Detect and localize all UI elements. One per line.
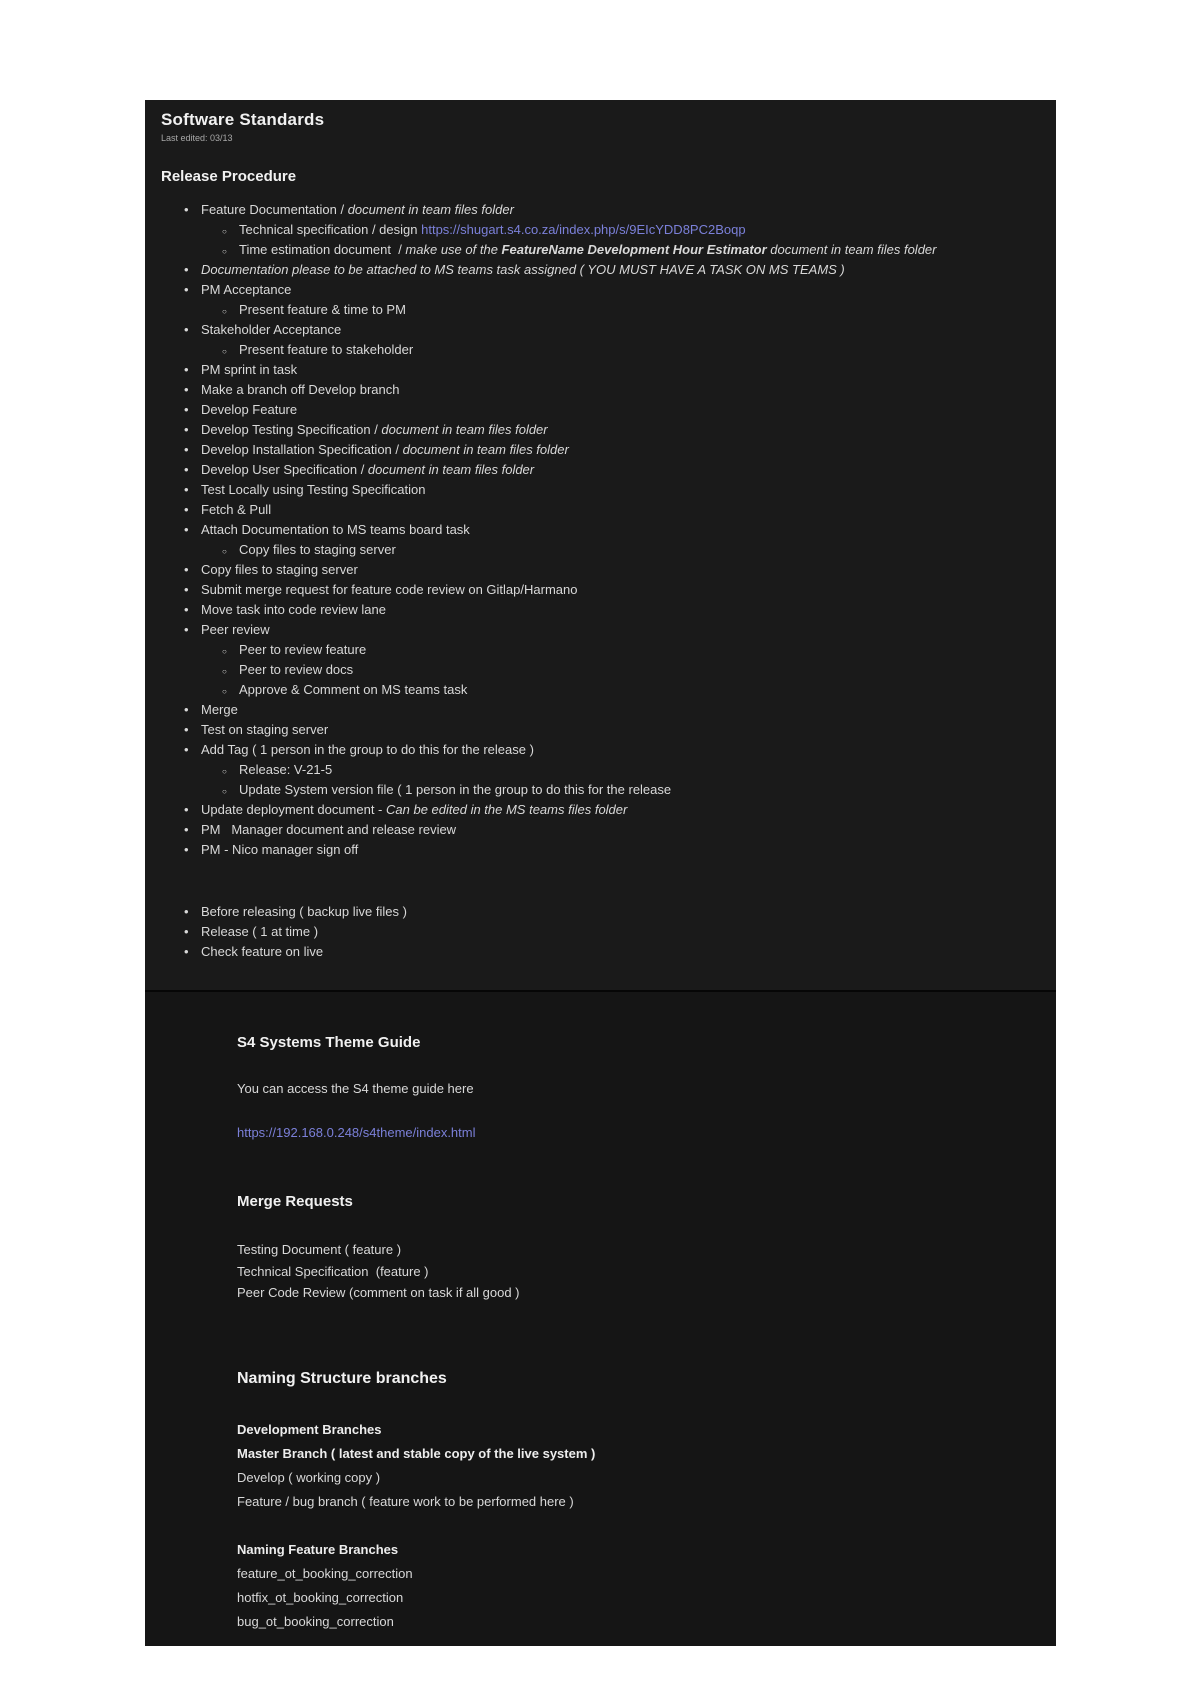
text-run: Can be edited in the MS teams files folder bbox=[386, 802, 628, 817]
bullet-item bbox=[161, 340, 1038, 360]
text-run: Attach Documentation to MS teams board task bbox=[201, 522, 470, 537]
text-run: Develop Testing Specification / bbox=[201, 422, 382, 437]
text-run: Make a branch off Develop branch bbox=[201, 382, 400, 397]
bullet-item bbox=[161, 260, 1038, 280]
merge-requests-list bbox=[237, 1239, 1038, 1304]
software-standards-section bbox=[145, 100, 1056, 990]
text-run: Copy files to staging server bbox=[201, 562, 358, 577]
theme-guide-text: You can access the S4 theme guide here bbox=[237, 1081, 474, 1096]
text-run: PM Manager document and release review bbox=[201, 822, 457, 837]
text-run: Peer to review docs bbox=[239, 662, 354, 677]
secondary-notes-section bbox=[145, 990, 1056, 1646]
text-run: PM sprint in task bbox=[201, 362, 298, 377]
text-line: Develop ( working copy ) bbox=[237, 1469, 381, 1485]
text-run: FeatureName Development Hour Estimator bbox=[501, 242, 767, 257]
bullet-item bbox=[161, 320, 1038, 340]
bullet-item bbox=[161, 760, 1038, 780]
text-run: document in team files folder bbox=[347, 202, 514, 217]
text-run: PM - Nico manager sign off bbox=[201, 842, 359, 857]
bullet-item bbox=[161, 200, 1038, 220]
text-run: make use of the bbox=[405, 242, 502, 257]
text-run: Present feature & time to PM bbox=[239, 302, 406, 317]
text-run: Develop Installation Specification / bbox=[201, 442, 403, 457]
bullet-item bbox=[161, 480, 1038, 500]
bullet-item bbox=[161, 300, 1038, 320]
bullet-item bbox=[161, 560, 1038, 580]
bullet-item bbox=[161, 240, 1038, 260]
text-line: bug_ot_booking_correction bbox=[237, 1613, 394, 1629]
bullet-item bbox=[161, 220, 1038, 240]
theme-guide-heading: S4 Systems Theme Guide bbox=[237, 1034, 421, 1051]
text-run: Release: V-21-5 bbox=[239, 762, 333, 777]
bullet-item bbox=[161, 520, 1038, 540]
text-run: Stakeholder Acceptance bbox=[201, 322, 342, 337]
text-run: Peer to review feature bbox=[239, 642, 367, 657]
bullet-item bbox=[161, 700, 1038, 720]
text-run: Update deployment document - bbox=[201, 802, 386, 817]
bullet-item bbox=[161, 922, 1038, 942]
bullet-item bbox=[161, 640, 1038, 660]
text-line: hotfix_ot_booking_correction bbox=[237, 1589, 404, 1605]
text-run: PM Acceptance bbox=[201, 282, 292, 297]
text-run: Time estimation document / bbox=[239, 242, 406, 257]
last-edited-timestamp: Last edited: 03/13 bbox=[161, 133, 233, 143]
text-run: document in team files folder bbox=[766, 242, 937, 257]
text-run: Documentation please to be attached to MS teams task assigned ( YOU MUST HAVE A TASK ON MS TEAMS ) bbox=[201, 262, 845, 277]
bullet-item bbox=[161, 620, 1038, 640]
text-run: Before releasing ( backup live files ) bbox=[201, 904, 407, 919]
text-run: Test on staging server bbox=[201, 722, 329, 737]
merge-requests-heading: Merge Requests bbox=[237, 1193, 353, 1210]
text-run: Fetch & Pull bbox=[201, 502, 272, 517]
text-run: Peer review bbox=[201, 622, 270, 637]
text-line: Naming Feature Branches bbox=[237, 1541, 399, 1557]
text-run: Approve & Comment on MS teams task bbox=[239, 682, 468, 697]
bullet-item bbox=[161, 420, 1038, 440]
bullet-item bbox=[161, 600, 1038, 620]
text-run: Move task into code review lane bbox=[201, 602, 386, 617]
text-line: feature_ot_booking_correction bbox=[237, 1565, 413, 1581]
bullet-item bbox=[161, 902, 1038, 922]
bullet-item bbox=[161, 840, 1038, 860]
text-run: Copy files to staging server bbox=[239, 542, 396, 557]
text-run: document in team files folder bbox=[381, 422, 548, 437]
text-run: Check feature on live bbox=[201, 944, 324, 959]
text-run: Develop Feature bbox=[201, 402, 298, 417]
bullet-item bbox=[161, 540, 1038, 560]
bullet-item bbox=[161, 500, 1038, 520]
text-run: document in team files folder bbox=[367, 462, 535, 477]
text-run: Test Locally using Testing Specification bbox=[201, 482, 426, 497]
bullet-item bbox=[161, 740, 1038, 760]
bullet-item bbox=[161, 380, 1038, 400]
bullet-item bbox=[161, 460, 1038, 480]
text-line: Master Branch ( latest and stable copy of the live system ) bbox=[237, 1445, 596, 1461]
text-run: Technical specification / design bbox=[239, 222, 422, 237]
bullet-item bbox=[161, 360, 1038, 380]
text-line: Peer Code Review (comment on task if all good ) bbox=[237, 1285, 520, 1300]
text-run: Feature Documentation / bbox=[201, 202, 348, 217]
bullet-item bbox=[161, 942, 1038, 962]
naming-branches-list bbox=[237, 1418, 1038, 1634]
text-run: Present feature to stakeholder bbox=[239, 342, 414, 357]
page-title: Software Standards bbox=[161, 110, 325, 129]
text-run: Add Tag ( 1 person in the group to do this for the release ) bbox=[201, 742, 534, 757]
release-procedure-heading: Release Procedure bbox=[161, 168, 297, 185]
text-run: Merge bbox=[201, 702, 238, 717]
bullet-item bbox=[161, 440, 1038, 460]
bullet-item bbox=[161, 280, 1038, 300]
bullet-item bbox=[161, 580, 1038, 600]
inline-link[interactable]: https://shugart.s4.co.za/index.php/s/9EIcYDD8PC2Boqp bbox=[421, 222, 746, 237]
bullet-item bbox=[161, 780, 1038, 800]
text-run: Release ( 1 at time ) bbox=[201, 924, 319, 939]
theme-guide-link[interactable]: https://192.168.0.248/s4theme/index.html bbox=[237, 1125, 476, 1140]
text-run: document in team files folder bbox=[402, 442, 569, 457]
bullet-item bbox=[161, 800, 1038, 820]
release-procedure-list bbox=[161, 200, 1038, 962]
text-line: Feature / bug branch ( feature work to be performed here ) bbox=[237, 1493, 574, 1509]
text-run: Update System version file ( 1 person in the group to do this for the release bbox=[239, 782, 672, 797]
text-run: Submit merge request for feature code review on Gitlap/Harmano bbox=[201, 582, 578, 597]
bullet-item bbox=[161, 820, 1038, 840]
text-run: Develop User Specification / bbox=[201, 462, 368, 477]
text-line: Testing Document ( feature ) bbox=[237, 1242, 402, 1257]
document-canvas bbox=[145, 100, 1056, 1646]
bullet-item bbox=[161, 720, 1038, 740]
bullet-item bbox=[161, 400, 1038, 420]
bullet-item bbox=[161, 680, 1038, 700]
text-line: Technical Specification (feature ) bbox=[237, 1263, 429, 1279]
bullet-item bbox=[161, 660, 1038, 680]
text-line: Development Branches bbox=[237, 1421, 382, 1437]
naming-branches-heading: Naming Structure branches bbox=[237, 1369, 447, 1387]
